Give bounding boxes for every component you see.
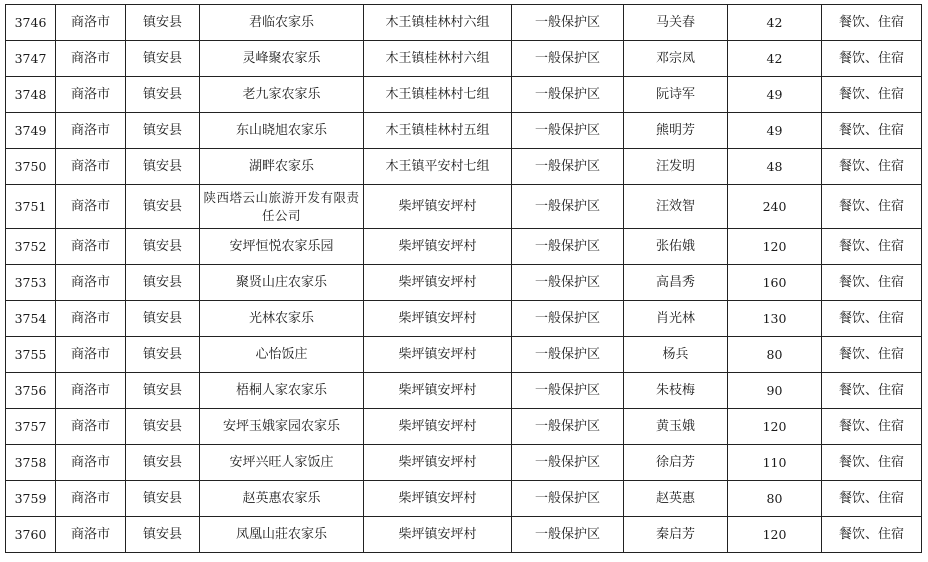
business-name-cell: 光林农家乐 [200,301,364,337]
location-cell: 柴坪镇安坪村 [364,517,512,553]
city-cell: 商洛市 [56,113,126,149]
county-cell: 镇安县 [126,185,200,229]
city-cell: 商洛市 [56,409,126,445]
capacity-cell: 90 [728,373,822,409]
capacity-cell: 120 [728,229,822,265]
table-row [6,77,922,113]
row-id: 3750 [6,149,56,185]
city-cell: 商洛市 [56,77,126,113]
protection-zone-cell: 一般保护区 [512,185,624,229]
service-cell: 餐饮、住宿 [822,185,922,229]
location-cell: 木王镇桂林村六组 [364,41,512,77]
table-row [6,185,922,229]
service-cell: 餐饮、住宿 [822,41,922,77]
business-name-cell: 老九家农家乐 [200,77,364,113]
table-row [6,113,922,149]
capacity-cell: 130 [728,301,822,337]
table-row [6,445,922,481]
service-cell: 餐饮、住宿 [822,229,922,265]
row-id: 3759 [6,481,56,517]
owner-cell: 朱枝梅 [624,373,728,409]
capacity-cell: 48 [728,149,822,185]
service-cell: 餐饮、住宿 [822,481,922,517]
protection-zone-cell: 一般保护区 [512,373,624,409]
protection-zone-cell: 一般保护区 [512,301,624,337]
owner-cell: 熊明芳 [624,113,728,149]
row-id: 3752 [6,229,56,265]
business-name-cell: 君临农家乐 [200,5,364,41]
protection-zone-cell: 一般保护区 [512,41,624,77]
owner-cell: 汪效智 [624,185,728,229]
row-id: 3747 [6,41,56,77]
protection-zone-cell: 一般保护区 [512,265,624,301]
service-cell: 餐饮、住宿 [822,113,922,149]
table-row [6,337,922,373]
business-name-cell: 赵英惠农家乐 [200,481,364,517]
table-row [6,301,922,337]
business-name-cell: 安坪恒悦农家乐园 [200,229,364,265]
row-id: 3748 [6,77,56,113]
service-cell: 餐饮、住宿 [822,77,922,113]
table-row [6,373,922,409]
location-cell: 柴坪镇安坪村 [364,445,512,481]
location-cell: 柴坪镇安坪村 [364,337,512,373]
city-cell: 商洛市 [56,481,126,517]
table-row [6,149,922,185]
protection-zone-cell: 一般保护区 [512,445,624,481]
service-cell: 餐饮、住宿 [822,301,922,337]
table-row [6,229,922,265]
owner-cell: 高昌秀 [624,265,728,301]
protection-zone-cell: 一般保护区 [512,337,624,373]
city-cell: 商洛市 [56,301,126,337]
owner-cell: 秦启芳 [624,517,728,553]
capacity-cell: 42 [728,41,822,77]
protection-zone-cell: 一般保护区 [512,113,624,149]
city-cell: 商洛市 [56,185,126,229]
location-cell: 柴坪镇安坪村 [364,301,512,337]
city-cell: 商洛市 [56,265,126,301]
protection-zone-cell: 一般保护区 [512,229,624,265]
city-cell: 商洛市 [56,337,126,373]
location-cell: 柴坪镇安坪村 [364,229,512,265]
county-cell: 镇安县 [126,373,200,409]
business-name-cell: 陕西塔云山旅游开发有限责任公司 [200,185,364,229]
table-row [6,409,922,445]
county-cell: 镇安县 [126,149,200,185]
county-cell: 镇安县 [126,445,200,481]
capacity-cell: 120 [728,409,822,445]
owner-cell: 杨兵 [624,337,728,373]
county-cell: 镇安县 [126,77,200,113]
capacity-cell: 49 [728,77,822,113]
city-cell: 商洛市 [56,5,126,41]
row-id: 3754 [6,301,56,337]
capacity-cell: 80 [728,481,822,517]
location-cell: 柴坪镇安坪村 [364,409,512,445]
business-name-cell: 灵峰聚农家乐 [200,41,364,77]
service-cell: 餐饮、住宿 [822,5,922,41]
location-cell: 柴坪镇安坪村 [364,373,512,409]
row-id: 3751 [6,185,56,229]
table-body [6,5,922,553]
capacity-cell: 160 [728,265,822,301]
county-cell: 镇安县 [126,41,200,77]
city-cell: 商洛市 [56,373,126,409]
protection-zone-cell: 一般保护区 [512,149,624,185]
row-id: 3753 [6,265,56,301]
service-cell: 餐饮、住宿 [822,149,922,185]
city-cell: 商洛市 [56,149,126,185]
owner-cell: 肖光林 [624,301,728,337]
row-id: 3749 [6,113,56,149]
location-cell: 柴坪镇安坪村 [364,265,512,301]
city-cell: 商洛市 [56,517,126,553]
business-name-cell: 梧桐人家农家乐 [200,373,364,409]
county-cell: 镇安县 [126,481,200,517]
business-name-cell: 安坪兴旺人家饭庄 [200,445,364,481]
business-name-cell: 安坪玉娥家园农家乐 [200,409,364,445]
business-name-cell: 东山晓旭农家乐 [200,113,364,149]
business-name-cell: 凤凰山莊农家乐 [200,517,364,553]
service-cell: 餐饮、住宿 [822,445,922,481]
service-cell: 餐饮、住宿 [822,409,922,445]
service-cell: 餐饮、住宿 [822,517,922,553]
owner-cell: 赵英惠 [624,481,728,517]
capacity-cell: 42 [728,5,822,41]
owner-cell: 阮诗军 [624,77,728,113]
protection-zone-cell: 一般保护区 [512,77,624,113]
city-cell: 商洛市 [56,445,126,481]
table-row [6,5,922,41]
row-id: 3760 [6,517,56,553]
capacity-cell: 120 [728,517,822,553]
row-id: 3756 [6,373,56,409]
service-cell: 餐饮、住宿 [822,373,922,409]
owner-cell: 黄玉娥 [624,409,728,445]
row-id: 3746 [6,5,56,41]
capacity-cell: 80 [728,337,822,373]
location-cell: 木王镇桂林村六组 [364,5,512,41]
table-row [6,265,922,301]
location-cell: 木王镇平安村七组 [364,149,512,185]
county-cell: 镇安县 [126,301,200,337]
county-cell: 镇安县 [126,229,200,265]
business-name-cell: 湖畔农家乐 [200,149,364,185]
owner-cell: 张佑娥 [624,229,728,265]
data-table [5,4,922,553]
protection-zone-cell: 一般保护区 [512,409,624,445]
owner-cell: 马关春 [624,5,728,41]
row-id: 3757 [6,409,56,445]
business-name-cell: 聚贤山庄农家乐 [200,265,364,301]
row-id: 3758 [6,445,56,481]
city-cell: 商洛市 [56,41,126,77]
county-cell: 镇安县 [126,409,200,445]
capacity-cell: 49 [728,113,822,149]
county-cell: 镇安县 [126,337,200,373]
capacity-cell: 240 [728,185,822,229]
owner-cell: 汪发明 [624,149,728,185]
business-name-cell: 心怡饭庄 [200,337,364,373]
location-cell: 柴坪镇安坪村 [364,185,512,229]
capacity-cell: 110 [728,445,822,481]
county-cell: 镇安县 [126,5,200,41]
service-cell: 餐饮、住宿 [822,337,922,373]
county-cell: 镇安县 [126,265,200,301]
protection-zone-cell: 一般保护区 [512,517,624,553]
location-cell: 木王镇桂林村七组 [364,77,512,113]
table-row [6,41,922,77]
city-cell: 商洛市 [56,229,126,265]
service-cell: 餐饮、住宿 [822,265,922,301]
location-cell: 柴坪镇安坪村 [364,481,512,517]
row-id: 3755 [6,337,56,373]
location-cell: 木王镇桂林村五组 [364,113,512,149]
table-row [6,517,922,553]
protection-zone-cell: 一般保护区 [512,481,624,517]
owner-cell: 徐启芳 [624,445,728,481]
table-row [6,481,922,517]
protection-zone-cell: 一般保护区 [512,5,624,41]
owner-cell: 邓宗凤 [624,41,728,77]
county-cell: 镇安县 [126,113,200,149]
county-cell: 镇安县 [126,517,200,553]
